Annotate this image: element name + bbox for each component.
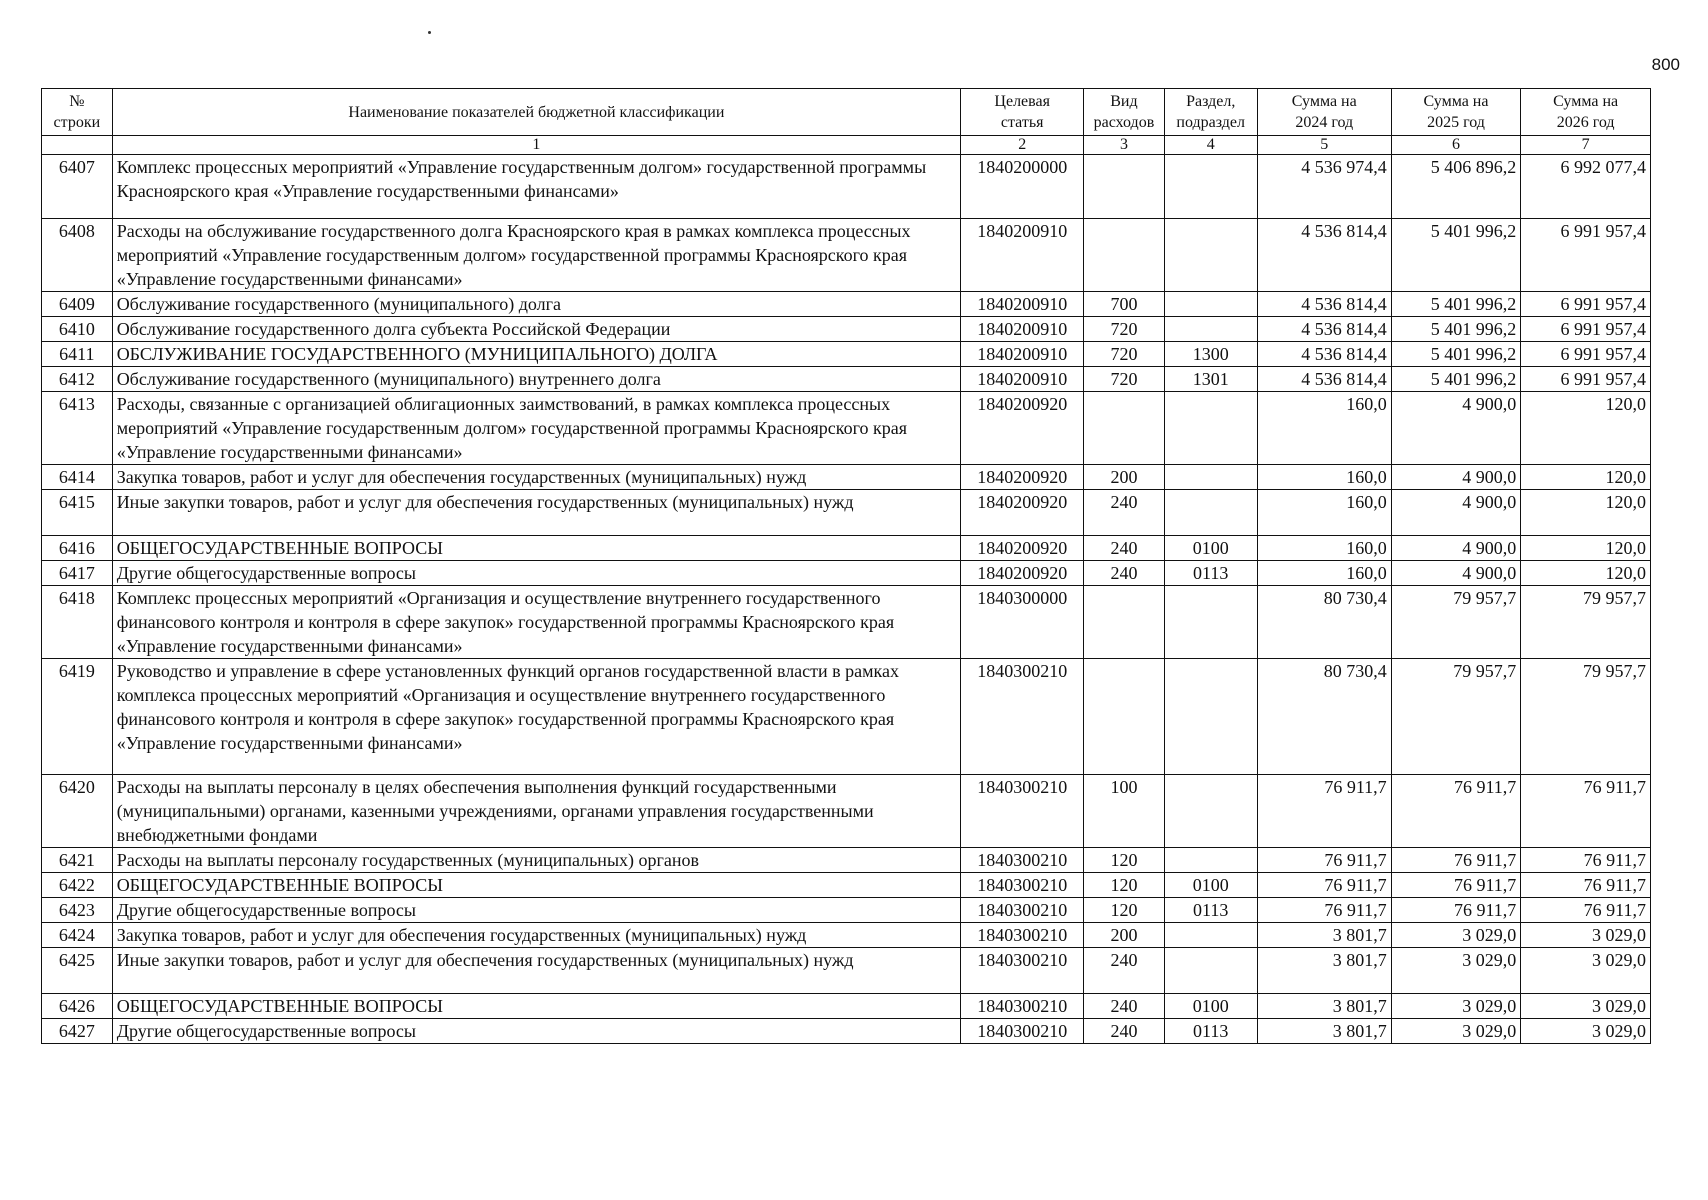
column-number: 3 (1084, 136, 1164, 155)
table-row (42, 155, 1651, 219)
indicator-name: Закупка товаров, работ и услуг для обеспечения государственных (муниципальных) нужд (112, 923, 960, 948)
scan-speck (428, 31, 431, 34)
table-body (42, 155, 1651, 1044)
indicator-name: ОБЩЕГОСУДАРСТВЕННЫЕ ВОПРОСЫ (112, 873, 960, 898)
target-article: 1840300210 (961, 848, 1084, 873)
row-number: 6421 (42, 848, 113, 873)
target-article: 1840200910 (961, 292, 1084, 317)
indicator-name: ОБЩЕГОСУДАРСТВЕННЫЕ ВОПРОСЫ (112, 536, 960, 561)
sum-2025: 79 957,7 (1391, 659, 1521, 775)
row-number: 6425 (42, 948, 113, 994)
target-article: 1840200910 (961, 342, 1084, 367)
row-number: 6411 (42, 342, 113, 367)
indicator-name: Расходы, связанные с организацией облигационных заимствований, в рамках комплекса процессных мероприятий «Управление государственным долгом» государственной программы Красноярского края «Управление государственными финансами» (112, 392, 960, 465)
sum-2025: 79 957,7 (1391, 586, 1521, 659)
column-number: 1 (112, 136, 960, 155)
row-number: 6419 (42, 659, 113, 775)
target-article: 1840300210 (961, 873, 1084, 898)
row-number: 6408 (42, 219, 113, 292)
sum-2026: 76 911,7 (1521, 898, 1651, 923)
sum-2025: 3 029,0 (1391, 923, 1521, 948)
target-article: 1840300000 (961, 586, 1084, 659)
table-row (42, 775, 1651, 848)
sum-2026: 120,0 (1521, 465, 1651, 490)
section-code (1164, 586, 1257, 659)
expense-type: 700 (1084, 292, 1164, 317)
indicator-name: Обслуживание государственного долга субъекта Российской Федерации (112, 317, 960, 342)
sum-2024: 3 801,7 (1257, 923, 1391, 948)
expense-type: 720 (1084, 317, 1164, 342)
section-code (1164, 292, 1257, 317)
row-number: 6415 (42, 490, 113, 536)
row-number: 6416 (42, 536, 113, 561)
section-code: 0100 (1164, 994, 1257, 1019)
sum-2024: 76 911,7 (1257, 775, 1391, 848)
target-article: 1840200920 (961, 465, 1084, 490)
header-row-no: № строки (42, 89, 113, 136)
indicator-name: Комплекс процессных мероприятий «Управление государственным долгом» государственной программы Красноярского края «Управление государственными финансами» (112, 155, 960, 219)
row-number: 6426 (42, 994, 113, 1019)
target-article: 1840200920 (961, 561, 1084, 586)
indicator-name: ОБЩЕГОСУДАРСТВЕННЫЕ ВОПРОСЫ (112, 994, 960, 1019)
row-number: 6420 (42, 775, 113, 848)
sum-2026: 76 911,7 (1521, 848, 1651, 873)
section-code: 1301 (1164, 367, 1257, 392)
target-article: 1840300210 (961, 1019, 1084, 1044)
sum-2024: 4 536 814,4 (1257, 367, 1391, 392)
indicator-name: Другие общегосударственные вопросы (112, 898, 960, 923)
indicator-name: Расходы на обслуживание государственного долга Красноярского края в рамках комплекса процессных мероприятий «Управление государственным долгом» государственной программы Красноярского края «Управление государственными финансами» (112, 219, 960, 292)
sum-2026: 6 991 957,4 (1521, 367, 1651, 392)
expense-type: 120 (1084, 873, 1164, 898)
sum-2026: 6 991 957,4 (1521, 219, 1651, 292)
table-row (42, 1019, 1651, 1044)
column-number-row (42, 136, 1651, 155)
sum-2026: 3 029,0 (1521, 994, 1651, 1019)
table-row (42, 923, 1651, 948)
section-code (1164, 490, 1257, 536)
section-code: 0113 (1164, 898, 1257, 923)
sum-2026: 120,0 (1521, 392, 1651, 465)
section-code: 0100 (1164, 873, 1257, 898)
expense-type: 200 (1084, 923, 1164, 948)
header-sum-2024: Сумма на 2024 год (1257, 89, 1391, 136)
section-code (1164, 775, 1257, 848)
indicator-name: Расходы на выплаты персоналу государственных (муниципальных) органов (112, 848, 960, 873)
table-row (42, 317, 1651, 342)
indicator-name: Закупка товаров, работ и услуг для обеспечения государственных (муниципальных) нужд (112, 465, 960, 490)
sum-2024: 76 911,7 (1257, 873, 1391, 898)
budget-table (41, 88, 1651, 1044)
expense-type: 100 (1084, 775, 1164, 848)
table-row (42, 948, 1651, 994)
sum-2024: 4 536 814,4 (1257, 292, 1391, 317)
row-number: 6427 (42, 1019, 113, 1044)
sum-2025: 5 401 996,2 (1391, 292, 1521, 317)
sum-2025: 5 401 996,2 (1391, 219, 1521, 292)
row-number: 6422 (42, 873, 113, 898)
sum-2024: 80 730,4 (1257, 659, 1391, 775)
sum-2024: 160,0 (1257, 392, 1391, 465)
page-number: 800 (1651, 55, 1680, 74)
expense-type (1084, 586, 1164, 659)
column-number: 5 (1257, 136, 1391, 155)
target-article: 1840200910 (961, 219, 1084, 292)
sum-2025: 4 900,0 (1391, 465, 1521, 490)
table-row (42, 898, 1651, 923)
sum-2026: 120,0 (1521, 536, 1651, 561)
section-code (1164, 392, 1257, 465)
expense-type (1084, 392, 1164, 465)
indicator-name: Расходы на выплаты персоналу в целях обеспечения выполнения функций государственными (муниципальными) органами, казенными учреждениями, органами управления государственными внебюджетными фондами (112, 775, 960, 848)
table-row (42, 292, 1651, 317)
expense-type (1084, 219, 1164, 292)
sum-2024: 160,0 (1257, 536, 1391, 561)
target-article: 1840200920 (961, 490, 1084, 536)
expense-type: 120 (1084, 848, 1164, 873)
sum-2026: 76 911,7 (1521, 873, 1651, 898)
section-code: 0100 (1164, 536, 1257, 561)
header-sum-2025: Сумма на 2025 год (1391, 89, 1521, 136)
header-row (42, 89, 1651, 136)
column-number: 7 (1521, 136, 1651, 155)
section-code (1164, 155, 1257, 219)
table-row (42, 367, 1651, 392)
header-sum-2026: Сумма на 2026 год (1521, 89, 1651, 136)
column-number: 2 (961, 136, 1084, 155)
sum-2026: 3 029,0 (1521, 923, 1651, 948)
sum-2026: 79 957,7 (1521, 586, 1651, 659)
section-code: 1300 (1164, 342, 1257, 367)
section-code (1164, 848, 1257, 873)
sum-2024: 76 911,7 (1257, 848, 1391, 873)
row-number: 6410 (42, 317, 113, 342)
expense-type: 200 (1084, 465, 1164, 490)
sum-2026: 76 911,7 (1521, 775, 1651, 848)
indicator-name: Другие общегосударственные вопросы (112, 1019, 960, 1044)
sum-2024: 160,0 (1257, 465, 1391, 490)
column-number (42, 136, 113, 155)
sum-2025: 4 900,0 (1391, 561, 1521, 586)
sum-2024: 76 911,7 (1257, 898, 1391, 923)
header-exp-type: Вид расходов (1084, 89, 1164, 136)
section-code (1164, 923, 1257, 948)
target-article: 1840300210 (961, 923, 1084, 948)
table-row (42, 465, 1651, 490)
expense-type: 240 (1084, 994, 1164, 1019)
sum-2026: 6 991 957,4 (1521, 292, 1651, 317)
sum-2024: 4 536 814,4 (1257, 342, 1391, 367)
sum-2024: 4 536 814,4 (1257, 317, 1391, 342)
sum-2025: 5 401 996,2 (1391, 317, 1521, 342)
indicator-name: Обслуживание государственного (муниципального) долга (112, 292, 960, 317)
header-target: Целевая статья (961, 89, 1084, 136)
section-code (1164, 659, 1257, 775)
row-number: 6413 (42, 392, 113, 465)
table-row (42, 536, 1651, 561)
sum-2025: 76 911,7 (1391, 898, 1521, 923)
table-row (42, 586, 1651, 659)
target-article: 1840300210 (961, 898, 1084, 923)
sum-2025: 4 900,0 (1391, 536, 1521, 561)
sum-2024: 4 536 814,4 (1257, 219, 1391, 292)
sum-2025: 5 401 996,2 (1391, 342, 1521, 367)
sum-2025: 5 406 896,2 (1391, 155, 1521, 219)
sum-2024: 160,0 (1257, 561, 1391, 586)
header-name: Наименование показателей бюджетной классификации (112, 89, 960, 136)
section-code: 0113 (1164, 1019, 1257, 1044)
expense-type: 720 (1084, 367, 1164, 392)
sum-2026: 120,0 (1521, 561, 1651, 586)
section-code (1164, 465, 1257, 490)
table-row (42, 219, 1651, 292)
row-number: 6423 (42, 898, 113, 923)
sum-2026: 3 029,0 (1521, 948, 1651, 994)
row-number: 6409 (42, 292, 113, 317)
sum-2026: 79 957,7 (1521, 659, 1651, 775)
table-row (42, 392, 1651, 465)
target-article: 1840200920 (961, 536, 1084, 561)
section-code: 0113 (1164, 561, 1257, 586)
target-article: 1840300210 (961, 659, 1084, 775)
sum-2025: 76 911,7 (1391, 848, 1521, 873)
sum-2025: 4 900,0 (1391, 392, 1521, 465)
table-row (42, 873, 1651, 898)
indicator-name: Иные закупки товаров, работ и услуг для обеспечения государственных (муниципальных) нужд (112, 490, 960, 536)
target-article: 1840200000 (961, 155, 1084, 219)
sum-2025: 76 911,7 (1391, 775, 1521, 848)
target-article: 1840300210 (961, 994, 1084, 1019)
row-number: 6414 (42, 465, 113, 490)
table-row (42, 994, 1651, 1019)
expense-type: 240 (1084, 1019, 1164, 1044)
sum-2025: 3 029,0 (1391, 994, 1521, 1019)
expense-type: 240 (1084, 536, 1164, 561)
expense-type (1084, 659, 1164, 775)
target-article: 1840200920 (961, 392, 1084, 465)
indicator-name: ОБСЛУЖИВАНИЕ ГОСУДАРСТВЕННОГО (МУНИЦИПАЛЬНОГО) ДОЛГА (112, 342, 960, 367)
sum-2024: 3 801,7 (1257, 1019, 1391, 1044)
target-article: 1840300210 (961, 775, 1084, 848)
sum-2026: 3 029,0 (1521, 1019, 1651, 1044)
sum-2024: 160,0 (1257, 490, 1391, 536)
expense-type: 240 (1084, 490, 1164, 536)
indicator-name: Другие общегосударственные вопросы (112, 561, 960, 586)
column-number: 4 (1164, 136, 1257, 155)
indicator-name: Руководство и управление в сфере установленных функций органов государственной власти в рамках комплекса процессных мероприятий «Организация и осуществление внутреннего государственного финансового контроля и контроля в сфере закупок» государственной программы Красноярского края «Управление государственными финансами» (112, 659, 960, 775)
row-number: 6418 (42, 586, 113, 659)
sum-2024: 3 801,7 (1257, 948, 1391, 994)
target-article: 1840200910 (961, 367, 1084, 392)
target-article: 1840200910 (961, 317, 1084, 342)
indicator-name: Иные закупки товаров, работ и услуг для обеспечения государственных (муниципальных) нужд (112, 948, 960, 994)
row-number: 6417 (42, 561, 113, 586)
sum-2025: 76 911,7 (1391, 873, 1521, 898)
expense-type: 240 (1084, 948, 1164, 994)
expense-type: 240 (1084, 561, 1164, 586)
sum-2025: 3 029,0 (1391, 1019, 1521, 1044)
sum-2026: 6 991 957,4 (1521, 317, 1651, 342)
section-code (1164, 219, 1257, 292)
sum-2025: 4 900,0 (1391, 490, 1521, 536)
sum-2026: 120,0 (1521, 490, 1651, 536)
section-code (1164, 948, 1257, 994)
indicator-name: Комплекс процессных мероприятий «Организация и осуществление внутреннего государственного финансового контроля и контроля в сфере закупок» государственной программы Красноярского края «Управление государственными финансами» (112, 586, 960, 659)
table-row (42, 659, 1651, 775)
sum-2024: 4 536 974,4 (1257, 155, 1391, 219)
sum-2024: 3 801,7 (1257, 994, 1391, 1019)
row-number: 6412 (42, 367, 113, 392)
row-number: 6407 (42, 155, 113, 219)
sum-2025: 5 401 996,2 (1391, 367, 1521, 392)
header-section: Раздел, подраздел (1164, 89, 1257, 136)
target-article: 1840300210 (961, 948, 1084, 994)
table-row (42, 561, 1651, 586)
expense-type (1084, 155, 1164, 219)
sum-2026: 6 991 957,4 (1521, 342, 1651, 367)
section-code (1164, 317, 1257, 342)
table-row (42, 848, 1651, 873)
expense-type: 120 (1084, 898, 1164, 923)
table-row (42, 490, 1651, 536)
expense-type: 720 (1084, 342, 1164, 367)
row-number: 6424 (42, 923, 113, 948)
sum-2025: 3 029,0 (1391, 948, 1521, 994)
sum-2024: 80 730,4 (1257, 586, 1391, 659)
sum-2026: 6 992 077,4 (1521, 155, 1651, 219)
table-row (42, 342, 1651, 367)
indicator-name: Обслуживание государственного (муниципального) внутреннего долга (112, 367, 960, 392)
column-number: 6 (1391, 136, 1521, 155)
